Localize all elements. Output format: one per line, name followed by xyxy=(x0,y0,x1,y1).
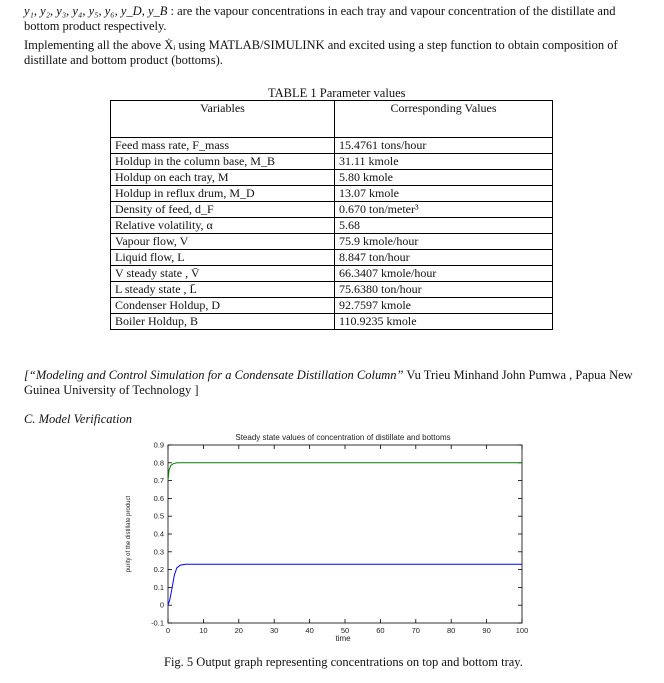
table-cell-value: 15.4761 tons/hour xyxy=(335,138,553,154)
table-row xyxy=(111,138,553,154)
table-cell-variable: Density of feed, d_F xyxy=(111,202,335,218)
table-cell-value: 13.07 kmole xyxy=(335,186,553,202)
intro-paragraph-1 xyxy=(24,4,644,34)
y-axis-label: purity of the distillate product xyxy=(126,495,132,573)
x-tick-label: 90 xyxy=(482,626,491,635)
y-tick-label: 0.7 xyxy=(153,476,164,486)
table-cell-value: 75.6380 ton/hour xyxy=(335,282,553,298)
table-cell-variable: Condenser Holdup, D xyxy=(111,298,335,314)
table-cell-variable: Holdup in reflux drum, M_D xyxy=(111,186,335,202)
y-tick-label: 0.8 xyxy=(153,458,164,468)
table-cell-variable: Holdup in the column base, M_B xyxy=(111,154,335,170)
table-row xyxy=(111,266,553,282)
table-caption: TABLE 1 Parameter values xyxy=(268,86,406,100)
intro-text: : are the vapour concentrations in each tray and vapour concentration of the distillate and bottom product respectively. xyxy=(24,4,616,33)
table-cell-variable: V steady state , V̄ xyxy=(111,266,335,282)
parameter-table xyxy=(110,100,553,330)
concentration-chart xyxy=(110,428,540,650)
table-row xyxy=(111,154,553,170)
citation-title: [“Modeling and Control Simulation for a Condensate Distillation Column” xyxy=(24,368,404,382)
series-line-2 xyxy=(168,564,522,605)
citation xyxy=(24,368,644,398)
figure-caption: Fig. 5 Output graph representing concentrations on top and bottom tray. xyxy=(164,655,523,669)
table-row xyxy=(111,202,553,218)
x-tick-label: 70 xyxy=(411,626,420,635)
table-cell-value: 31.11 kmole xyxy=(335,154,553,170)
x-tick-label: 50 xyxy=(340,626,350,635)
table-row xyxy=(111,298,553,314)
x-tick-label: 40 xyxy=(305,626,314,635)
table-cell-variable: L steady state , L̄ xyxy=(111,282,335,298)
table-cell-value: 66.3407 kmole/hour xyxy=(335,266,553,282)
intro-paragraph-2: Implementing all the above Ẋᵢ using MATLAB/SIMULINK and excited using a step function to obtain composition of distillate and bottom product (bottoms). xyxy=(24,38,618,67)
table-row xyxy=(111,234,553,250)
table-row xyxy=(111,314,553,330)
chart-title: Steady state values of concentration of distillate and bottoms xyxy=(235,433,451,442)
y-axis xyxy=(151,441,522,628)
table-cell-value: 5.80 kmole xyxy=(335,170,553,186)
table-cell-value: 5.68 xyxy=(335,218,553,234)
table-header-values: Corresponding Values xyxy=(335,101,553,138)
x-tick-label: 80 xyxy=(447,626,456,635)
table-cell-variable: Holdup on each tray, M xyxy=(111,170,335,186)
y-tick-label: 0.4 xyxy=(153,529,164,539)
y-tick-label: 0.2 xyxy=(153,565,164,575)
x-tick-label: 100 xyxy=(515,626,529,635)
series-lines xyxy=(168,463,522,605)
plot-frame xyxy=(168,445,522,623)
x-axis-label: time xyxy=(335,634,351,643)
table-cell-value: 110.9235 kmole xyxy=(335,314,553,330)
table-cell-value: 75.9 kmole/hour xyxy=(335,234,553,250)
table-cell-value: 92.7597 kmole xyxy=(335,298,553,314)
y-tick-label: -0.1 xyxy=(151,618,164,628)
y-tick-label: 0.3 xyxy=(153,547,164,557)
x-tick-label: 60 xyxy=(376,626,385,635)
y-tick-label: 0.9 xyxy=(153,440,164,450)
intro-variables: y₁, y₂, y₃, y₄, y₅, y₆, y_D, y_B xyxy=(24,4,168,18)
x-tick-label: 20 xyxy=(234,626,243,635)
table-row xyxy=(111,218,553,234)
y-tick-label: 0.1 xyxy=(153,582,164,592)
y-tick-label: 0.6 xyxy=(153,493,164,503)
table-row xyxy=(111,250,553,266)
table-row xyxy=(111,170,553,186)
table-cell-variable: Relative volatility, α xyxy=(111,218,335,234)
section-heading: C. Model Verification xyxy=(24,412,132,426)
table-cell-value: 8.847 ton/hour xyxy=(335,250,553,266)
x-axis xyxy=(166,445,528,635)
series-line-1 xyxy=(168,463,522,481)
table-header-variables: Variables xyxy=(111,101,335,138)
y-tick-label: 0 xyxy=(159,600,164,610)
x-tick-label: 10 xyxy=(199,626,208,635)
table-cell-variable: Feed mass rate, F_mass xyxy=(111,138,335,154)
citation-source: Vu Trieu Minhand John Pumwa , Papua New Guinea University of Technology ] xyxy=(24,368,633,397)
table-row xyxy=(111,282,553,298)
table-row xyxy=(111,186,553,202)
y-tick-label: 0.5 xyxy=(153,511,164,521)
table-cell-variable: Liquid flow, L xyxy=(111,250,335,266)
x-tick-label: 0 xyxy=(165,626,171,635)
table-cell-variable: Vapour flow, V xyxy=(111,234,335,250)
table-cell-value: 0.670 ton/meter³ xyxy=(335,202,553,218)
table-cell-variable: Boiler Holdup, B xyxy=(111,314,335,330)
x-tick-label: 30 xyxy=(270,626,279,635)
